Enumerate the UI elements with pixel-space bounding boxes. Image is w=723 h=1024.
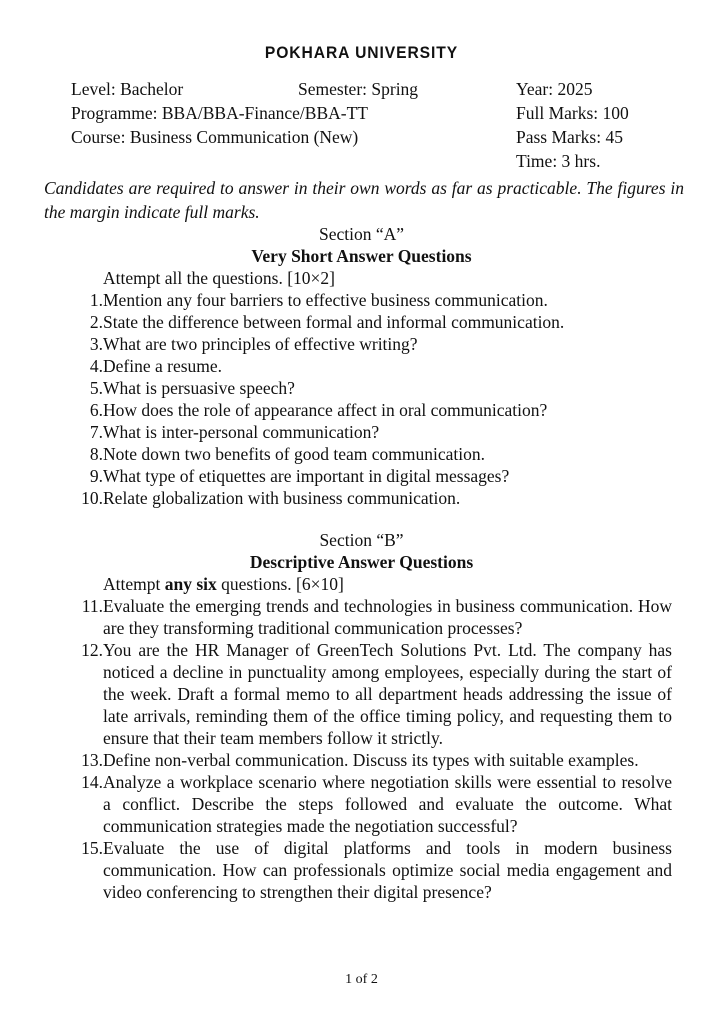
- question-text: Evaluate the emerging trends and technologies in business communication. How are they transforming traditional communication processes?: [103, 596, 672, 638]
- question-number: 10.: [81, 488, 103, 508]
- question-text: What type of etiquettes are important in digital messages?: [103, 466, 510, 486]
- instruction-prefix: Attempt: [103, 574, 165, 594]
- question-item: [62, 333, 672, 355]
- question-number: 13.: [81, 750, 103, 770]
- question-text: You are the HR Manager of GreenTech Solutions Pvt. Ltd. The company has noticed a decline in punctuality among employees, especially during the start of the week. Draft a formal memo to all department heads addressing the issue of late arrivals, reminding them of the office timing policy, and requesting them to ensure that their team members follow it strictly.: [103, 640, 672, 748]
- question-number: 12.: [81, 640, 103, 660]
- page-number: 1 of 2: [345, 972, 378, 987]
- question-text: What is persuasive speech?: [103, 378, 295, 398]
- section-b-heading: Descriptive Answer Questions: [249, 552, 474, 572]
- question-text: Relate globalization with business communication.: [103, 488, 461, 508]
- question-text: How does the role of appearance affect in oral communication?: [103, 400, 548, 420]
- question-text: Define a resume.: [103, 356, 223, 376]
- course: Course: Business Communication (New): [71, 127, 359, 147]
- question-item: [62, 487, 672, 509]
- question-text: What is inter-personal communication?: [103, 422, 380, 442]
- section-b-label: Section “B”: [319, 530, 404, 550]
- question-text: State the difference between formal and informal communication.: [103, 312, 565, 332]
- question-item: [62, 355, 672, 377]
- question-number: 11.: [81, 596, 103, 616]
- instruction-bold: any six: [164, 574, 217, 594]
- question-number: 4.: [89, 356, 103, 376]
- section-b-instruction: [103, 573, 344, 595]
- semester: Semester: Spring: [298, 79, 419, 99]
- question-item: [62, 639, 672, 749]
- question-item: [62, 399, 672, 421]
- question-item: [62, 443, 672, 465]
- question-number: 9.: [89, 466, 103, 486]
- question-number: 14.: [81, 772, 103, 792]
- section-a-questions: [62, 289, 672, 509]
- question-number: 15.: [81, 838, 103, 858]
- question-item: [62, 465, 672, 487]
- question-item: [62, 421, 672, 443]
- question-item: [62, 311, 672, 333]
- question-item: [62, 749, 672, 771]
- question-item: [62, 289, 672, 311]
- section-a-heading: Very Short Answer Questions: [251, 246, 472, 266]
- question-item: [62, 771, 672, 837]
- question-item: [62, 595, 672, 639]
- time: Time: 3 hrs.: [516, 151, 601, 171]
- programme: Programme: BBA/BBA-Finance/BBA-TT: [71, 103, 368, 123]
- question-text: Mention any four barriers to effective business communication.: [103, 290, 548, 310]
- section-a-label: Section “A”: [318, 224, 405, 244]
- question-number: 7.: [89, 422, 103, 442]
- question-number: 8.: [89, 444, 103, 464]
- question-number: 1.: [89, 290, 103, 310]
- university-title: POKHARA UNIVERSITY: [264, 43, 459, 62]
- question-number: 2.: [89, 312, 103, 332]
- section-b-questions: [62, 595, 672, 903]
- question-number: 5.: [89, 378, 103, 398]
- question-text: Evaluate the use of digital platforms and tools in modern business communication. How can professionals optimize social media engagement and video conferencing to strengthen their digital presence?: [103, 838, 672, 902]
- question-item: [62, 377, 672, 399]
- question-text: What are two principles of effective writing?: [103, 334, 418, 354]
- question-text: Analyze a workplace scenario where negotiation skills were essential to resolve a conflict. Describe the steps followed and evaluate the outcome. What communication strategies made the negotiation successful?: [103, 772, 672, 836]
- full-marks: Full Marks: 100: [516, 103, 629, 123]
- question-item: [62, 837, 672, 903]
- question-text: Note down two benefits of good team communication.: [103, 444, 486, 464]
- question-number: 3.: [89, 334, 103, 354]
- level: Level: Bachelor: [71, 79, 184, 99]
- instructions: Candidates are required to answer in their own words as far as practicable. The figures in the margin indicate full marks.: [44, 178, 684, 222]
- year: Year: 2025: [516, 79, 593, 99]
- question-number: 6.: [89, 400, 103, 420]
- question-text: Define non-verbal communication. Discuss its types with suitable examples.: [103, 750, 639, 770]
- pass-marks: Pass Marks: 45: [516, 127, 623, 147]
- section-a-instruction: Attempt all the questions. [10×2]: [103, 268, 335, 288]
- instruction-suffix: questions. [6×10]: [216, 574, 344, 594]
